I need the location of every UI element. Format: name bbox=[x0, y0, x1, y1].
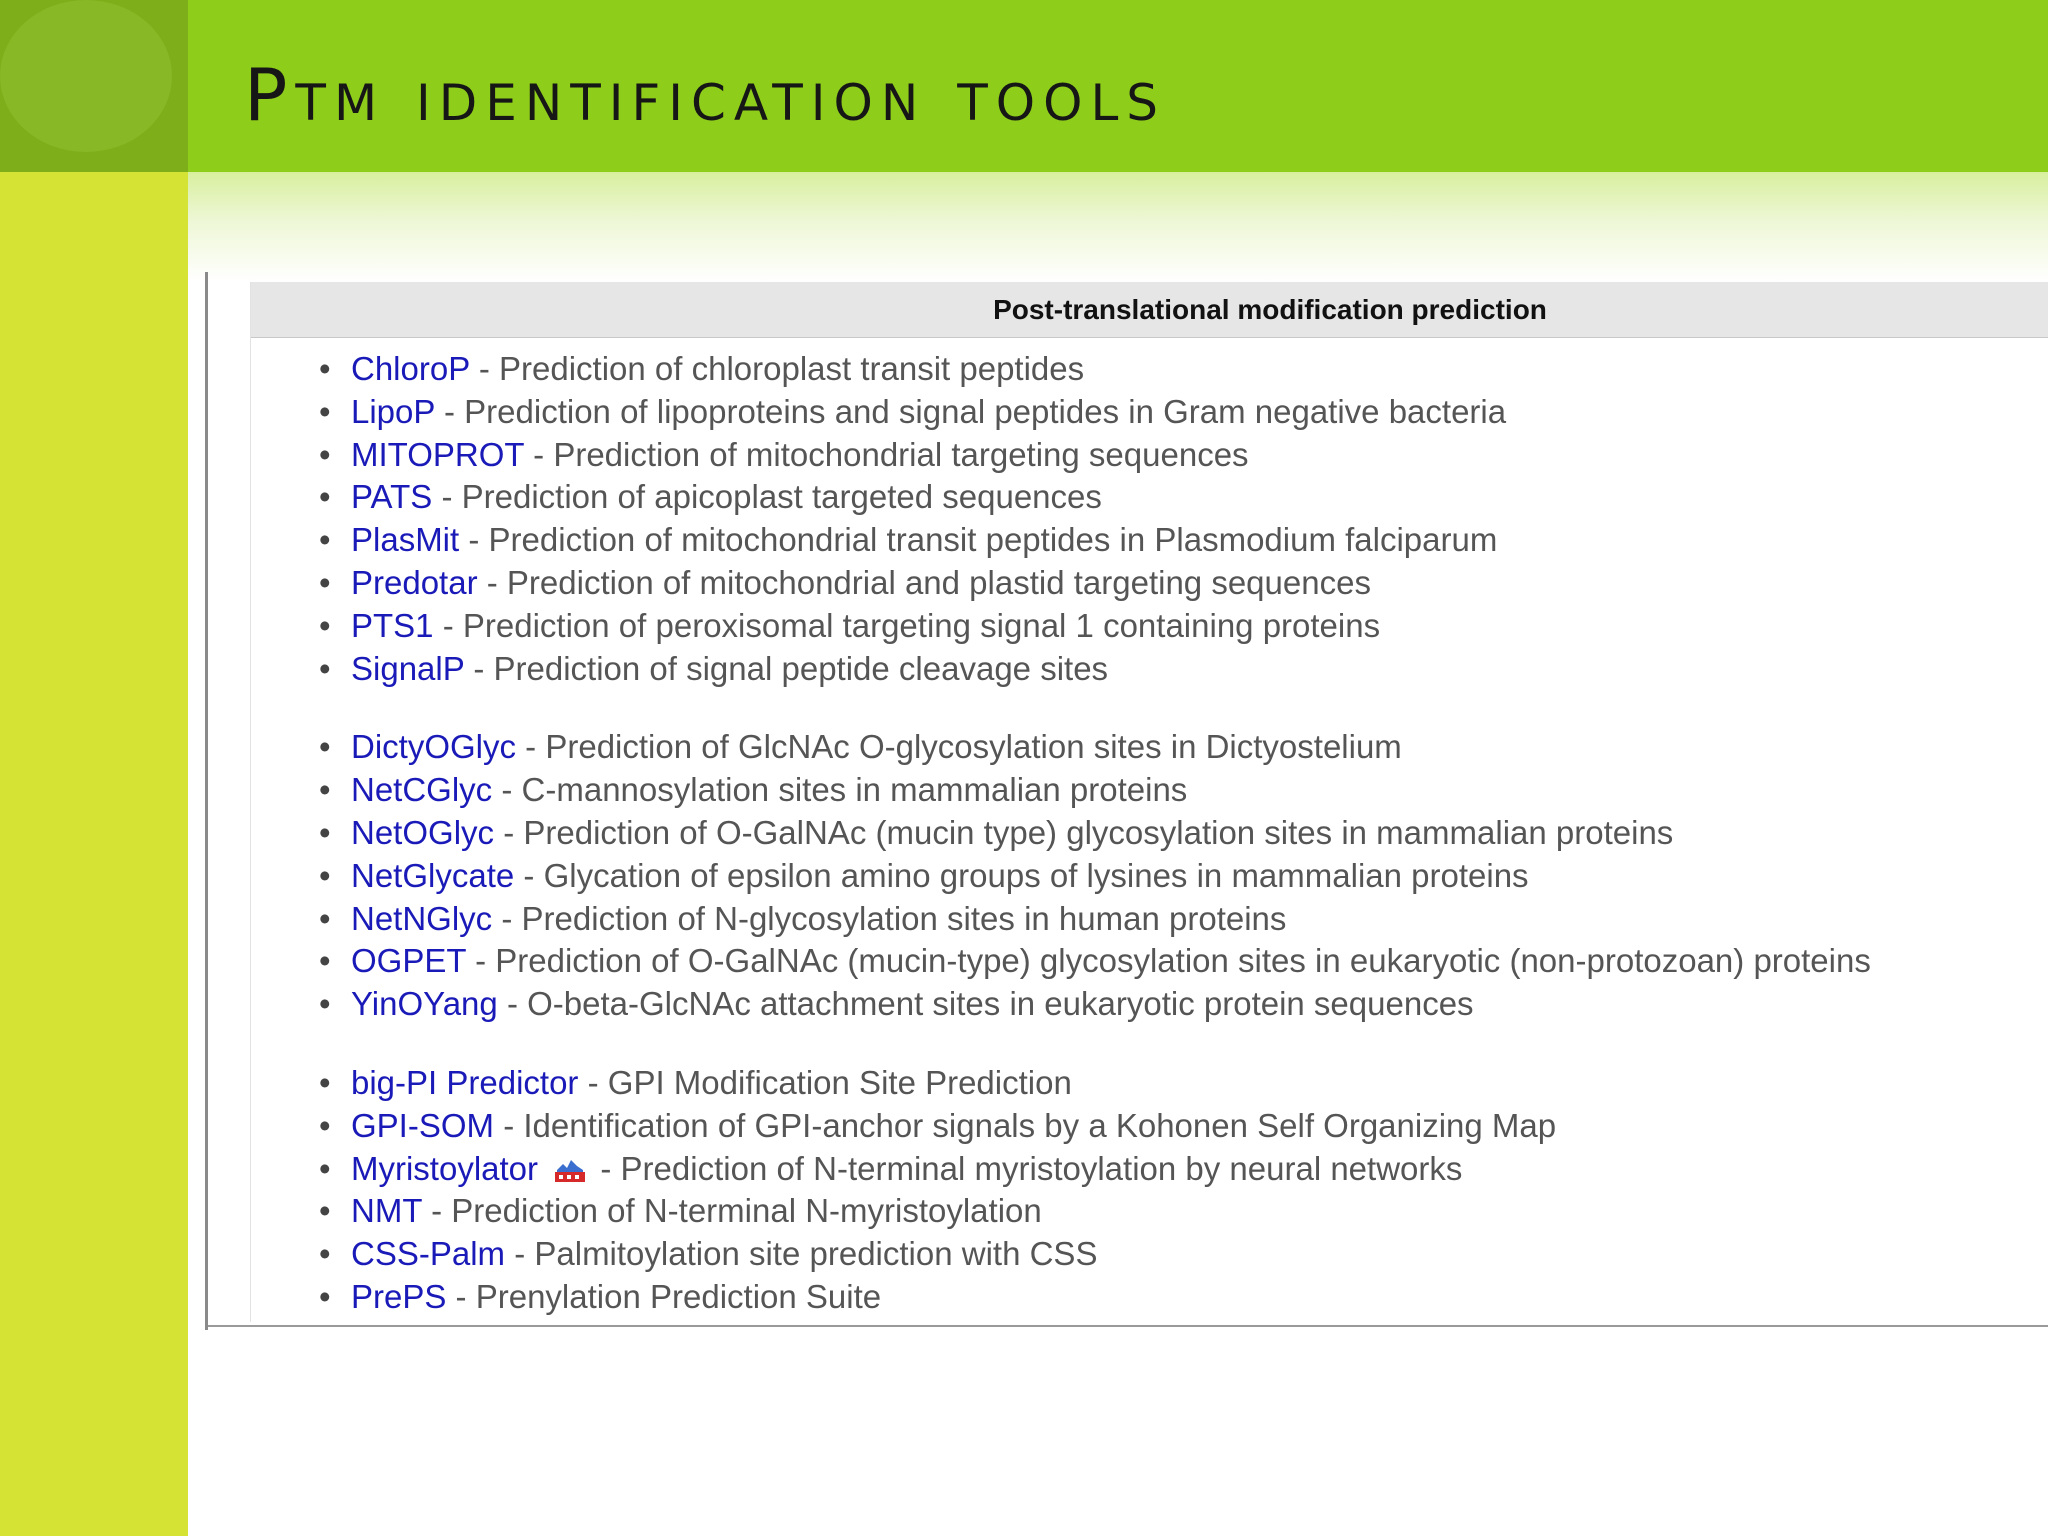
separator: - bbox=[600, 1149, 612, 1187]
tool-description: Prediction of O-GalNAc (mucin type) glycosylation sites in mammalian proteins bbox=[523, 813, 1674, 851]
separator: - bbox=[468, 521, 480, 559]
tool-description: Prediction of apicoplast targeted sequences bbox=[461, 478, 1102, 516]
bullet: • bbox=[319, 606, 331, 644]
tool-link[interactable]: SignalP bbox=[351, 649, 465, 687]
tool-description: Glycation of epsilon amino groups of lysines in mammalian proteins bbox=[543, 856, 1529, 894]
list-item bbox=[319, 605, 2048, 648]
tool-link[interactable]: NMT bbox=[351, 1192, 422, 1230]
left-accent-band bbox=[0, 0, 188, 1536]
bullet: • bbox=[319, 899, 331, 937]
title-gradient-fade bbox=[188, 172, 2048, 282]
list-item bbox=[319, 1190, 2048, 1233]
separator: - bbox=[525, 728, 537, 766]
list-item bbox=[319, 769, 2048, 812]
tool-link[interactable]: Predotar bbox=[351, 563, 478, 601]
separator: - bbox=[475, 942, 487, 980]
tool-description: Prediction of signal peptide cleavage sites bbox=[493, 649, 1109, 687]
list-item bbox=[319, 726, 2048, 769]
separator: - bbox=[501, 771, 513, 809]
tool-link[interactable]: NetCGlyc bbox=[351, 771, 493, 809]
tool-group-2 bbox=[251, 726, 2048, 1026]
bullet: • bbox=[319, 649, 331, 687]
separator: - bbox=[473, 649, 485, 687]
tool-link[interactable]: ChloroP bbox=[351, 350, 470, 387]
tool-lists bbox=[251, 348, 2048, 1319]
tool-description: Prediction of peroxisomal targeting signal 1 containing proteins bbox=[462, 606, 1381, 644]
tool-link[interactable]: PlasMit bbox=[351, 521, 460, 559]
tool-link[interactable]: PATS bbox=[351, 478, 433, 516]
list-item bbox=[319, 562, 2048, 605]
bullet: • bbox=[319, 478, 331, 516]
list-item bbox=[319, 1233, 2048, 1276]
separator: - bbox=[533, 435, 545, 473]
bullet: • bbox=[319, 985, 331, 1023]
tool-link[interactable]: DictyOGlyc bbox=[351, 728, 516, 766]
tool-description: Prediction of lipoproteins and signal peptides in Gram negative bacteria bbox=[464, 392, 1507, 430]
separator: - bbox=[501, 899, 513, 937]
corner-circle-decoration bbox=[0, 0, 172, 152]
list-item bbox=[319, 476, 2048, 519]
tool-description: Identification of GPI-anchor signals by a Kohonen Self Organizing Map bbox=[523, 1106, 1557, 1144]
list-item bbox=[319, 983, 2048, 1026]
bullet: • bbox=[319, 942, 331, 980]
list-item bbox=[319, 348, 2048, 391]
bullet: • bbox=[319, 1192, 331, 1230]
separator: - bbox=[443, 392, 455, 430]
tool-description: Palmitoylation site prediction with CSS bbox=[534, 1235, 1098, 1273]
list-item bbox=[319, 812, 2048, 855]
tool-description: Prediction of chloroplast transit peptides bbox=[498, 350, 1085, 387]
tool-link[interactable]: MITOPROT bbox=[351, 435, 524, 473]
bullet: • bbox=[319, 813, 331, 851]
bullet: • bbox=[319, 1149, 331, 1187]
tool-description: O-beta-GlcNAc attachment sites in eukaryotic protein sequences bbox=[527, 985, 1474, 1023]
screenshot-frame-bottom bbox=[208, 1325, 2048, 1327]
tool-description: Prenylation Prediction Suite bbox=[475, 1277, 882, 1315]
separator: - bbox=[514, 1235, 526, 1273]
bullet: • bbox=[319, 856, 331, 894]
tool-link[interactable]: LipoP bbox=[351, 392, 435, 430]
corner-block bbox=[0, 0, 188, 172]
separator: - bbox=[431, 1192, 443, 1230]
tool-link[interactable]: YinOYang bbox=[351, 985, 498, 1023]
separator: - bbox=[587, 1063, 599, 1101]
tool-link[interactable]: PrePS bbox=[351, 1277, 447, 1315]
separator: - bbox=[523, 856, 535, 894]
separator: - bbox=[506, 985, 518, 1023]
separator: - bbox=[442, 606, 454, 644]
tool-link[interactable]: big-PI Predictor bbox=[351, 1063, 579, 1101]
tool-link[interactable]: PTS1 bbox=[351, 606, 434, 644]
separator: - bbox=[503, 1106, 515, 1144]
tool-link[interactable]: GPI-SOM bbox=[351, 1106, 495, 1144]
tool-description: Prediction of mitochondrial targeting sequences bbox=[553, 435, 1249, 473]
bullet: • bbox=[319, 563, 331, 601]
section-header bbox=[251, 282, 2048, 338]
bullet: • bbox=[319, 521, 331, 559]
separator: - bbox=[503, 813, 515, 851]
list-item bbox=[319, 648, 2048, 691]
tool-description: C-mannosylation sites in mammalian proteins bbox=[521, 771, 1188, 809]
tool-link[interactable]: CSS-Palm bbox=[351, 1235, 506, 1273]
tool-description: Prediction of mitochondrial transit peptides in Plasmodium falciparum bbox=[488, 521, 1498, 559]
bullet: • bbox=[319, 1106, 331, 1144]
separator: - bbox=[455, 1277, 467, 1315]
bullet: • bbox=[319, 435, 331, 473]
tool-description: Prediction of N-terminal myristoylation by neural networks bbox=[620, 1149, 1463, 1187]
tool-group-1 bbox=[251, 348, 2048, 690]
list-item bbox=[319, 519, 2048, 562]
slide-title: Ptm identification tools bbox=[244, 53, 1167, 137]
tool-link[interactable]: NetOGlyc bbox=[351, 813, 495, 851]
embedded-webpage-screenshot bbox=[250, 282, 2048, 1322]
section-header-title: Post-translational modification prediction bbox=[993, 293, 1547, 325]
bullet: • bbox=[319, 350, 331, 387]
list-item bbox=[319, 434, 2048, 477]
tool-link[interactable]: NetGlycate bbox=[351, 856, 515, 894]
tool-description: GPI Modification Site Prediction bbox=[607, 1063, 1072, 1101]
tool-description: Prediction of N-terminal N-myristoylation bbox=[451, 1192, 1042, 1230]
separator: - bbox=[441, 478, 453, 516]
bullet: • bbox=[319, 392, 331, 430]
screenshot-frame-left bbox=[205, 272, 208, 1330]
bullet: • bbox=[319, 728, 331, 766]
expasy-badge-icon bbox=[553, 1154, 587, 1184]
list-item bbox=[319, 1062, 2048, 1105]
list-item bbox=[319, 391, 2048, 434]
tool-link[interactable]: NetNGlyc bbox=[351, 899, 493, 937]
tool-link[interactable]: Myristoylator bbox=[351, 1149, 539, 1187]
list-item bbox=[319, 898, 2048, 941]
list-item bbox=[319, 855, 2048, 898]
list-item bbox=[319, 1148, 2048, 1191]
tool-description: Prediction of GlcNAc O-glycosylation sites in Dictyostelium bbox=[545, 728, 1402, 766]
bullet: • bbox=[319, 1063, 331, 1101]
list-item bbox=[319, 1105, 2048, 1148]
tool-description: Prediction of mitochondrial and plastid targeting sequences bbox=[506, 563, 1371, 601]
list-item bbox=[319, 1276, 2048, 1319]
tool-group-3 bbox=[251, 1062, 2048, 1319]
tool-link[interactable]: OGPET bbox=[351, 942, 466, 980]
tool-description: Prediction of N-glycosylation sites in human proteins bbox=[521, 899, 1287, 937]
bullet: • bbox=[319, 1277, 331, 1315]
separator: - bbox=[478, 350, 490, 387]
bullet: • bbox=[319, 771, 331, 809]
tool-description: Prediction of O-GalNAc (mucin-type) glycosylation sites in eukaryotic (non-protozoan) proteins bbox=[495, 942, 1871, 980]
bullet: • bbox=[319, 1235, 331, 1273]
list-item bbox=[319, 940, 2048, 983]
separator: - bbox=[486, 563, 498, 601]
